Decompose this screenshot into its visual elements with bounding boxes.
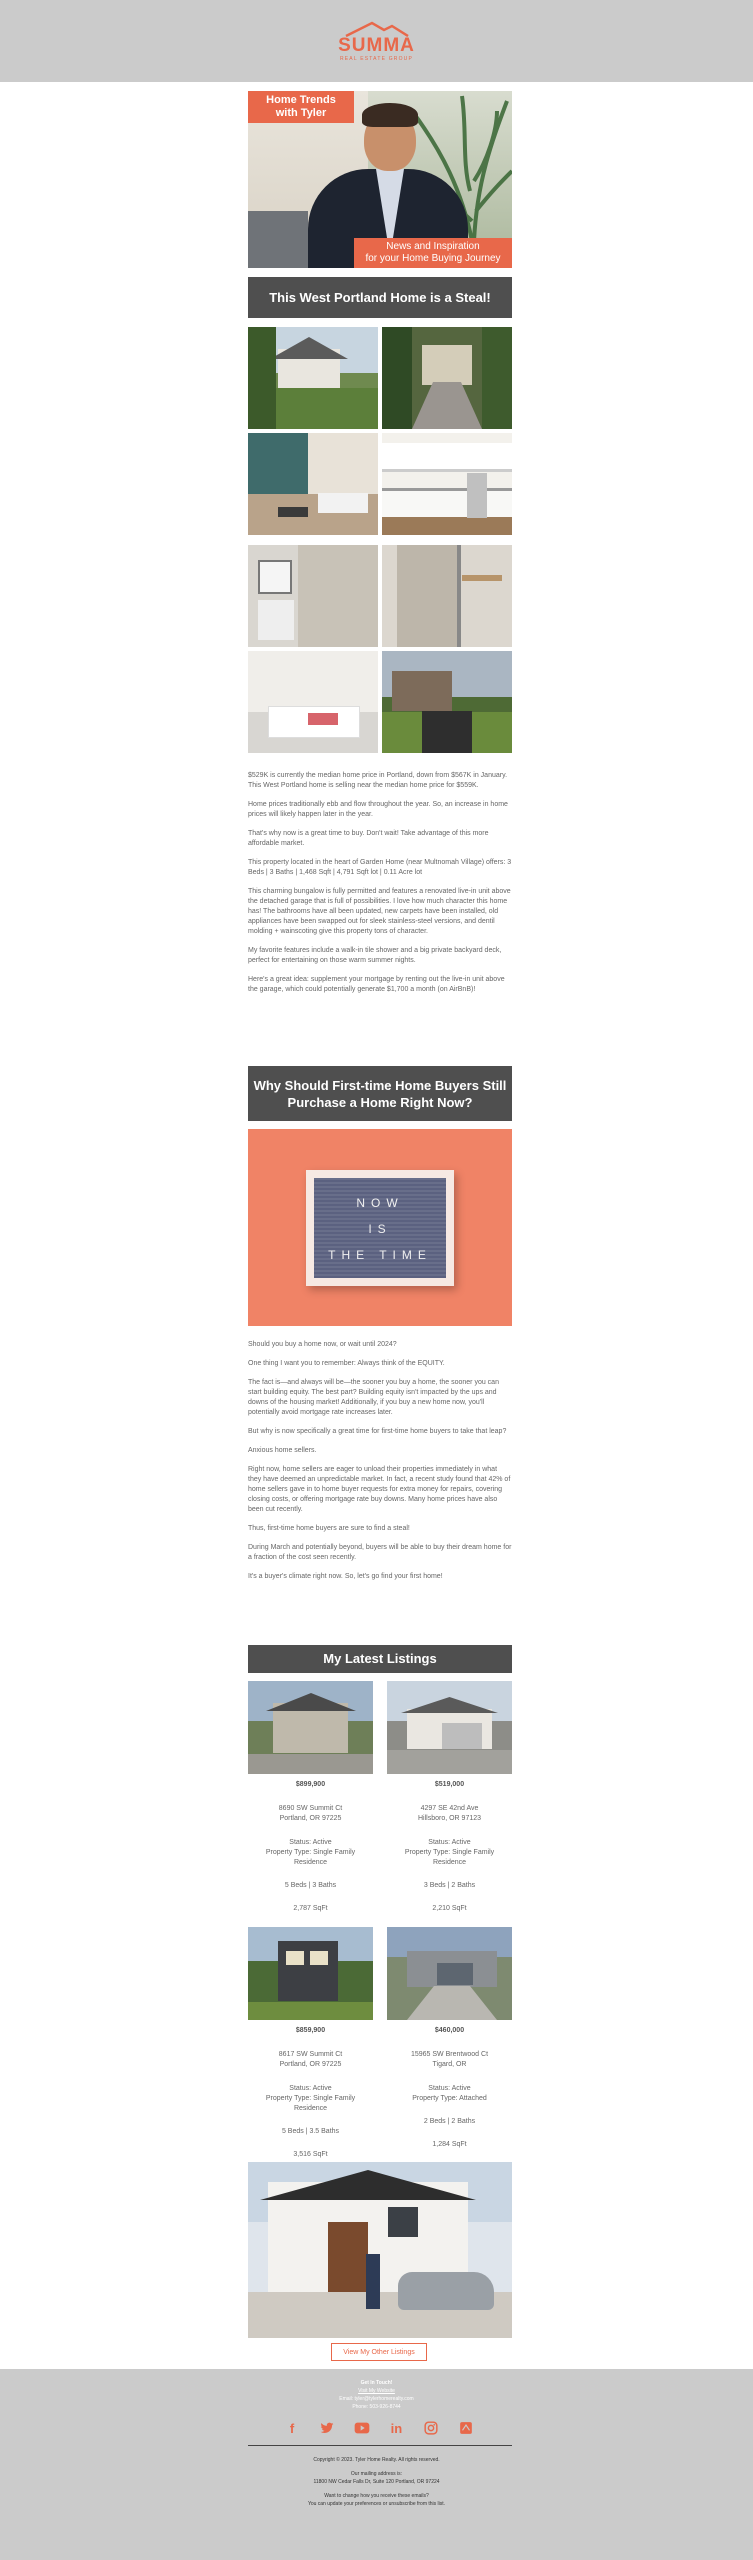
paragraph: But why is now specifically a great time for first-time home buyers to take that leap? [248, 1428, 507, 1435]
paragraph: This charming bungalow is fully permitted and features a renovated live-in unit above the detached garage that is full of possibilities. I love how much character this home has! The bathrooms have all been updated, new carpets have been installed, old appliances have been swapped out for sleek stainless-steel versions, and dentil molding + wainscoting give this property tons of character. [248, 888, 511, 935]
paragraph: Should you buy a home now, or wait until 2024? [248, 1341, 397, 1348]
listing-card[interactable] [387, 1681, 512, 1927]
contact-phone[interactable]: Phone: 503-926-8744 [352, 2404, 401, 2410]
paragraph: One thing I want you to remember: Always think of the EQUITY. [248, 1360, 445, 1367]
property-photo-driveway[interactable] [382, 327, 512, 429]
copyright: Copyright © 2023. Tyler Home Realty. All rights reserved. [313, 2457, 440, 2463]
contact-title: Get In Touch! [360, 2380, 393, 2386]
social-links [284, 2421, 474, 2437]
property-photo-living[interactable] [248, 433, 378, 535]
property-gallery [248, 327, 512, 535]
paragraph: Anxious home sellers. [248, 1447, 317, 1454]
facebook-icon[interactable]: f [289, 2421, 295, 2436]
now-is-the-time-image [248, 1129, 512, 1326]
view-listings-button[interactable]: View My Other Listings [331, 2343, 427, 2361]
brand-subtitle: REAL ESTATE GROUP [339, 55, 414, 62]
paragraph: Here's a great idea: supplement your mortgage by renting out the live-in unit above the garage, which could potentially generate $1,700 a month (on AirBnB)! [248, 976, 505, 993]
article-body [248, 1340, 512, 1591]
paragraph: This property located in the heart of Garden Home (near Multnomah Village) offers: 3 Beds | 3 Baths | 1,468 Sqft | 4,791 Sqft lot | 0.11 Acre lot [248, 859, 512, 876]
linkedin-icon[interactable]: in [390, 2421, 403, 2436]
paragraph: Thus, first-time home buyers are sure to find a steal! [248, 1525, 410, 1532]
listing-sqft: 3,516 SqFt [293, 2151, 328, 2158]
listing-price: $519,000 [434, 1781, 465, 1788]
listing-card[interactable] [387, 1927, 512, 2173]
paragraph: Right now, home sellers are eager to unload their properties immediately in what they have deemed an unpredictable market. In fact, a recent study found that 42% of home sellers gave in to home buyer requests for extra money for repairs, covering closing costs, or offering mortgage rate buy downs. Many home prices have also been cut recently. [248, 1466, 511, 1513]
listing-beds-baths: 3 Beds | 2 Baths [423, 1882, 476, 1889]
listing-beds-baths: 2 Beds | 2 Baths [423, 2118, 476, 2125]
property-photo-exterior[interactable] [248, 327, 378, 429]
property-photo-shower[interactable] [382, 545, 512, 647]
footer [0, 2369, 753, 2560]
paragraph: $529K is currently the median home price in Portland, down from $567K in January. This West Portland home is selling near the median home price for $559K. [248, 772, 508, 789]
listing-photo[interactable] [248, 1927, 373, 2020]
listings-grid [248, 1681, 512, 2173]
listing-photo[interactable] [387, 1681, 512, 1774]
article-body [248, 771, 512, 1004]
website-link[interactable]: Visit My Website [358, 2388, 395, 2394]
paragraph: That's why now is a great time to buy. Don't wait! Take advantage of this more affordable market. [248, 830, 489, 847]
hero-title: Home Trends with Tyler [248, 91, 354, 123]
listing-card[interactable] [248, 1927, 373, 2173]
listing-card[interactable] [248, 1681, 373, 1927]
listing-photo[interactable] [387, 1927, 512, 2020]
footer-divider [248, 2445, 512, 2446]
paragraph: It's a buyer's climate right now. So, let's go find your first home! [248, 1573, 443, 1580]
listing-sqft: 1,284 SqFt [432, 2141, 467, 2148]
listing-status: Status: Active Property Type: Single Family Residence [265, 2085, 356, 2112]
property-photo-bedroom[interactable] [248, 651, 378, 753]
property-gallery-2 [248, 545, 512, 753]
listing-address: 8617 SW Summit Ct Portland, OR 97225 [278, 2051, 343, 2068]
hero-subtitle: News and Inspiration for your Home Buying Journey [354, 238, 512, 268]
brand-logo[interactable] [338, 21, 415, 62]
listing-sqft: 2,210 SqFt [432, 1905, 467, 1912]
brand-name: SUMMA [338, 34, 415, 56]
property-photo-backyard[interactable] [382, 651, 512, 753]
mailing-label: Our mailing address is: [350, 2471, 403, 2477]
property-photo-bathroom[interactable] [248, 545, 378, 647]
listing-status: Status: Active Property Type: Attached [412, 2085, 487, 2102]
letter-board [306, 1170, 454, 1286]
listing-beds-baths: 5 Beds | 3 Baths [284, 1882, 337, 1889]
contact-block [0, 2379, 753, 2411]
listing-address: 15965 SW Brentwood Ct Tigard, OR [410, 2051, 489, 2068]
featured-home-photo [248, 2162, 512, 2338]
website-icon[interactable] [458, 2421, 474, 2437]
header-bar [0, 0, 753, 82]
board-line: NOW [356, 1196, 404, 1210]
youtube-icon[interactable] [354, 2421, 370, 2437]
preferences-question: Want to change how you receive these emails? [324, 2493, 429, 2499]
paragraph: The fact is—and always will be—the sooner you buy a home, the sooner you can start building equity. The best part? Building equity isn't impacted by the ups and downs of the housing market! Additionally, if you buy a new home now, you'll potentially avoid mortgage rate increases later. [248, 1379, 499, 1416]
board-line: THE TIME [328, 1248, 432, 1262]
listing-sqft: 2,787 SqFt [293, 1905, 328, 1912]
preferences-links[interactable]: You can update your preferences or unsubscribe from this list. [307, 2501, 446, 2507]
listing-status: Status: Active Property Type: Single Family Residence [265, 1839, 356, 1866]
listing-photo[interactable] [248, 1681, 373, 1774]
contact-email[interactable]: Email: tyler@tylerhomerealty.com [339, 2396, 414, 2402]
listing-beds-baths: 5 Beds | 3.5 Baths [281, 2128, 340, 2135]
listing-price: $899,900 [295, 1781, 326, 1788]
section-heading: My Latest Listings [248, 1645, 512, 1673]
instagram-icon[interactable] [423, 2421, 439, 2437]
section-heading: Why Should First-time Home Buyers Still Purchase a Home Right Now? [248, 1066, 512, 1121]
listing-price: $859,900 [295, 2027, 326, 2034]
listing-status: Status: Active Property Type: Single Family Residence [404, 1839, 495, 1866]
section-heading: This West Portland Home is a Steal! [248, 277, 512, 318]
property-photo-kitchen[interactable] [382, 433, 512, 535]
paragraph: My favorite features include a walk-in tile shower and a big private backyard deck, perfect for entertaining on those warm summer nights. [248, 947, 502, 964]
listing-address: 8690 SW Summit Ct Portland, OR 97225 [278, 1805, 343, 1822]
mailing-address: 11800 NW Cedar Falls Dr, Suite 120 Portland, OR 97224 [313, 2479, 440, 2485]
listing-address: 4297 SE 42nd Ave Hillsboro, OR 97123 [417, 1805, 482, 1822]
legal-block [0, 2456, 753, 2508]
twitter-icon[interactable] [319, 2421, 335, 2437]
board-line: IS [368, 1222, 392, 1236]
paragraph: During March and potentially beyond, buyers will be able to buy their dream home for a fraction of the cost seen recently. [248, 1544, 512, 1561]
paragraph: Home prices traditionally ebb and flow throughout the year. So, an increase in home prices will likely happen later in the year. [248, 801, 508, 818]
hero-banner [248, 91, 512, 268]
listing-price: $460,000 [434, 2027, 465, 2034]
